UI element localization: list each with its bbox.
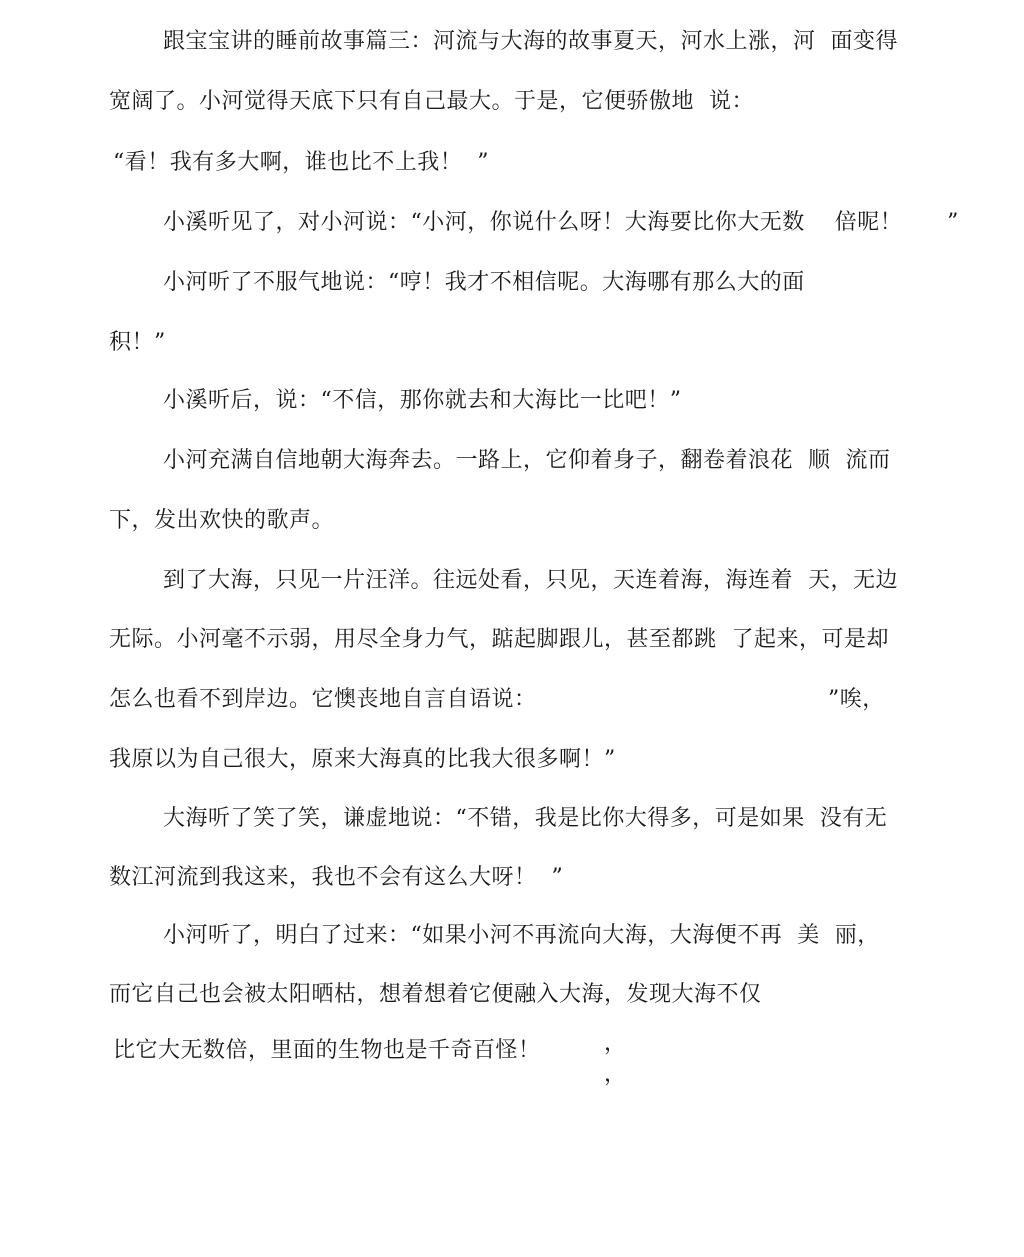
paragraph-line: 小河充满自信地朝大海奔去。一路上，它仰着身子，翻卷着浪花 顺 流而 [163,448,891,473]
paragraph-line: 比它大无数倍，里面的生物也是千奇百怪！ [113,1038,541,1063]
paragraph-line: 大海听了笑了笑，谦虚地说：“不错，我是比你大得多，可是如果 没有无 [163,806,888,831]
paragraph-line: “看！我有多大啊，谁也比不上我！ ” [113,150,489,175]
stray-comma-mark: ， [604,1062,627,1087]
stray-comma-mark: ， [604,1031,627,1056]
paragraph-line: 小溪听后，说：“不信，那你就去和大海比一比吧！” [163,388,682,413]
paragraph-line: 而它自己也会被太阳晒枯，想着想着它便融入大海，发现大海不仅 [109,982,762,1007]
paragraph-line: 到了大海，只见一片汪洋。往远处看，只见，天连着海，海连着 天，无边 [163,568,898,593]
paragraph-line: 怎么也看不到岸边。它懊丧地自言自语说： [109,687,537,712]
paragraph-line: 下，发出欢快的歌声。 [109,508,335,533]
paragraph-line: ”唉， [828,687,885,712]
paragraph-line: 数江河流到我这来，我也不会有这么大呀！ ” [109,865,564,890]
paragraph-line: 小溪听见了，对小河说：“小河，你说什么呀！大海要比你大无数 倍呢！ ” [163,210,959,235]
paragraph-line: 我原以为自己很大，原来大海真的比我大很多啊！” [109,747,616,772]
paragraph-line: 无际。小河毫不示弱，用尽全身力气，踮起脚跟儿，甚至都跳 了起来，可是却 [109,627,889,652]
paragraph-line: 宽阔了。小河觉得天底下只有自己最大。于是，它便骄傲地 说： [109,89,754,114]
paragraph-line: 跟宝宝讲的睡前故事篇三：河流与大海的故事夏天，河水上涨，河 面变得 [163,29,898,54]
paragraph-line: 积！” [109,330,166,355]
paragraph-line: 小河听了不服气地说：“哼！我才不相信呢。大海哪有那么大的面 [163,270,805,295]
paragraph-line: 小河听了，明白了过来：“如果小河不再流向大海，大海便不再 美 丽， [163,923,880,948]
